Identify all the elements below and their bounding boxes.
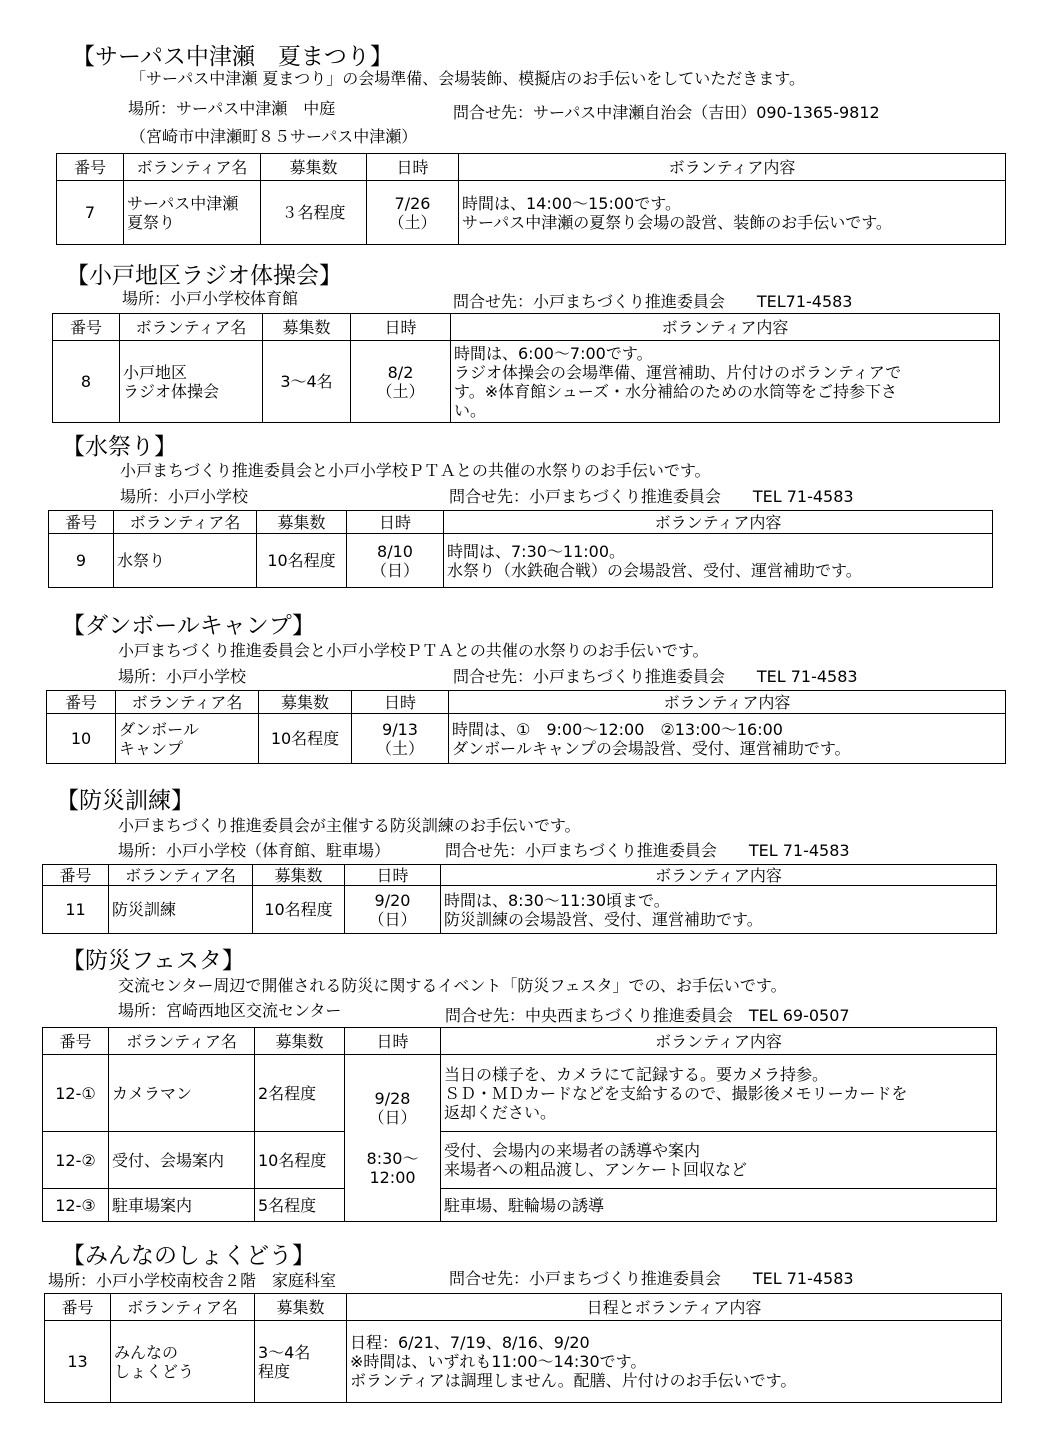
header-cell: 番号 [43,865,109,886]
header-cell: 番号 [49,511,114,534]
volunteer-name-cell: 小戸地区 ラジオ体操会 [120,341,263,423]
header-cell: 募集数 [259,691,352,714]
count-cell: 3～4名 程度 [255,1321,347,1403]
header-cell: ボランティア内容 [459,154,1006,181]
table-row [43,886,997,934]
volunteer-name-cell: カメラマン [109,1055,255,1132]
header-cell: ボランティア名 [109,1028,255,1055]
header-cell: 日時 [351,314,451,341]
header-cell: 募集数 [263,314,351,341]
header-cell: 日時 [367,154,459,181]
number-cell: 12-① [43,1055,109,1132]
section-place: 場所：小戸小学校 [118,667,247,686]
section-title: 【みんなのしょくどう】 [62,1243,315,1269]
section-contact: 問合せ先：サーパス中津瀬自治会（吉田）090-1365-9812 [453,103,880,122]
table-header-row [43,1028,997,1055]
number-cell: 7 [57,181,124,245]
section-place: 場所：小戸小学校体育館 [122,289,299,308]
section-title: 【防災フェスタ】 [62,948,245,974]
count-cell: ３名程度 [261,181,367,245]
volunteer-name-cell: 防災訓練 [109,886,253,934]
section-title: 【防災訓練】 [56,788,194,814]
date-day: 9/28 （日） [368,1089,417,1127]
content-cell: 日程：6/21、7/19、8/16、9/20 ※時間は、いずれも11:00～14:30です。 ボランティアは調理しません。配膳、片付けのお手伝いです。 [347,1321,1002,1403]
header-cell: ボランティア名 [114,511,257,534]
table-row [53,341,1000,423]
header-cell: 日程とボランティア内容 [347,1294,1002,1321]
content-cell: 時間は、6:00～7:00です。 ラジオ体操会の会場準備、運営補助、片付けのボランティアで す。※体育館シューズ・水分補給のための水筒等をご持参下さ い。 [451,341,1000,423]
volunteer-name-cell: 駐車場案内 [109,1189,255,1222]
volunteer-name-cell: 水祭り [114,534,257,588]
table-row [43,1189,997,1222]
date-cell: 8/10 （日） [347,534,444,588]
volunteer-table [56,153,1006,245]
count-cell: 10名程度 [257,534,347,588]
table-row [47,714,1006,764]
number-cell: 12-③ [43,1189,109,1222]
volunteer-table [52,313,1000,423]
table-header-row [45,1294,1002,1321]
section-description: 小戸まちづくり推進委員会と小戸小学校ＰＴＡとの共催の水祭りのお手伝いです。 [120,461,711,480]
content-cell: 当日の様子を、カメラにて記録する。要カメラ持参。 ＳＤ・ＭＤカードなどを支給するので、撮影後メモリーカードを 返却ください。 [441,1055,997,1132]
count-cell: 5名程度 [255,1189,345,1222]
header-cell: 番号 [43,1028,109,1055]
count-cell: 10名程度 [255,1132,345,1189]
section-title: 【サーパス中津瀬 夏まつり】 [72,44,393,70]
header-cell: ボランティア名 [109,865,253,886]
table-header-row [43,865,997,886]
header-cell: ボランティア名 [124,154,261,181]
section-place: 場所：サーパス中津瀬 中庭 [128,99,336,118]
volunteer-table [46,690,1006,764]
number-cell: 12-② [43,1132,109,1189]
section-contact: 問合せ先：小戸まちづくり推進委員会 TEL 71-4583 [449,487,854,506]
table-header-row [57,154,1006,181]
volunteer-name-cell: ダンボール キャンプ [116,714,259,764]
section-contact: 問合せ先：小戸まちづくり推進委員会 TEL 71-4583 [453,667,858,686]
content-cell: 時間は、8:30～11:30頃まで。 防災訓練の会場設営、受付、運営補助です。 [441,886,997,934]
header-cell: 日時 [347,511,444,534]
table-header-row [47,691,1006,714]
date-cell: 9/13 （土） [352,714,449,764]
header-cell: 日時 [345,1028,441,1055]
content-cell: 受付、会場内の来場者の誘導や案内 来場者への粗品渡し、アンケート回収など [441,1132,997,1189]
volunteer-name-cell: みんなの しょくどう [111,1321,255,1403]
header-cell: 番号 [45,1294,111,1321]
content-cell: 駐車場、駐輪場の誘導 [441,1189,997,1222]
header-cell: ボランティア名 [116,691,259,714]
date-cell: 8/2 （土） [351,341,451,423]
section-contact: 問合せ先：中央西まちづくり推進委員会 TEL 69-0507 [445,1006,850,1025]
header-cell: 募集数 [257,511,347,534]
header-cell: ボランティア名 [111,1294,255,1321]
volunteer-table [44,1293,1002,1403]
section-place: 場所：宮崎西地区交流センター [118,1001,342,1020]
header-cell: 募集数 [255,1294,347,1321]
number-cell: 13 [45,1321,111,1403]
date-cell [345,1055,441,1222]
table-row [57,181,1006,245]
header-cell: 番号 [53,314,120,341]
content-cell: 時間は、① 9:00～12:00 ②13:00～16:00 ダンボールキャンプの会場設営、受付、運営補助です。 [449,714,1006,764]
section-place: 場所：小戸小学校（体育館、駐車場） [118,841,391,860]
section-place: 場所：小戸小学校南校舎２階 家庭科室 [48,1271,337,1290]
header-cell: 日時 [345,865,441,886]
section-contact: 問合せ先：小戸まちづくり推進委員会 TEL71-4583 [453,292,853,311]
header-cell: ボランティア名 [120,314,263,341]
header-cell: ボランティア内容 [441,1028,997,1055]
table-row [43,1055,997,1132]
section-address: （宮崎市中津瀬町８５サーパス中津瀬） [130,127,418,146]
volunteer-table [42,864,997,934]
volunteer-name-cell: 受付、会場案内 [109,1132,255,1189]
header-cell: ボランティア内容 [451,314,1000,341]
section-description: 小戸まちづくり推進委員会と小戸小学校ＰＴＡとの共催の水祭りのお手伝いです。 [118,641,709,660]
section-description: 交流センター周辺で開催される防災に関するイベント「防災フェスタ」での、お手伝いです。 [118,976,787,995]
volunteer-table [48,510,993,588]
date-cell: 7/26 （土） [367,181,459,245]
header-cell: ボランティア内容 [444,511,993,534]
count-cell: 2名程度 [255,1055,345,1132]
count-cell: 10名程度 [253,886,345,934]
header-cell: 番号 [57,154,124,181]
content-cell: 時間は、14:00～15:00です。 サーパス中津瀬の夏祭り会場の設営、装飾のお手伝いです。 [459,181,1006,245]
header-cell: 募集数 [255,1028,345,1055]
date-cell: 9/20 （日） [345,886,441,934]
count-cell: 10名程度 [259,714,352,764]
table-row [43,1132,997,1189]
count-cell: 3～4名 [263,341,351,423]
table-row [45,1321,1002,1403]
table-header-row [49,511,993,534]
number-cell: 8 [53,341,120,423]
table-row [49,534,993,588]
number-cell: 10 [47,714,116,764]
table-header-row [53,314,1000,341]
section-title: 【ダンボールキャンプ】 [62,613,315,639]
section-contact: 問合せ先：小戸まちづくり推進委員会 TEL 71-4583 [445,841,850,860]
header-cell: 募集数 [253,865,345,886]
header-cell: ボランティア内容 [449,691,1006,714]
header-cell: ボランティア内容 [441,865,997,886]
content-cell: 時間は、7:30～11:00。 水祭り（水鉄砲合戦）の会場設営、受付、運営補助です。 [444,534,993,588]
number-cell: 11 [43,886,109,934]
volunteer-table [42,1027,997,1222]
volunteer-name-cell: サーパス中津瀬 夏祭り [124,181,261,245]
section-contact: 問合せ先：小戸まちづくり推進委員会 TEL 71-4583 [449,1269,854,1288]
date-time: 8:30～ 12:00 [366,1149,419,1187]
section-place: 場所：小戸小学校 [120,487,249,506]
section-title: 【水祭り】 [62,434,177,460]
section-description: 「サーパス中津瀬 夏まつり」の会場準備、会場装飾、模擬店のお手伝いをしていただきます。 [130,69,806,88]
header-cell: 番号 [47,691,116,714]
section-description: 小戸まちづくり推進委員会が主催する防災訓練のお手伝いです。 [118,816,581,835]
section-title: 【小戸地区ラジオ体操会】 [66,263,342,289]
header-cell: 日時 [352,691,449,714]
number-cell: 9 [49,534,114,588]
header-cell: 募集数 [261,154,367,181]
